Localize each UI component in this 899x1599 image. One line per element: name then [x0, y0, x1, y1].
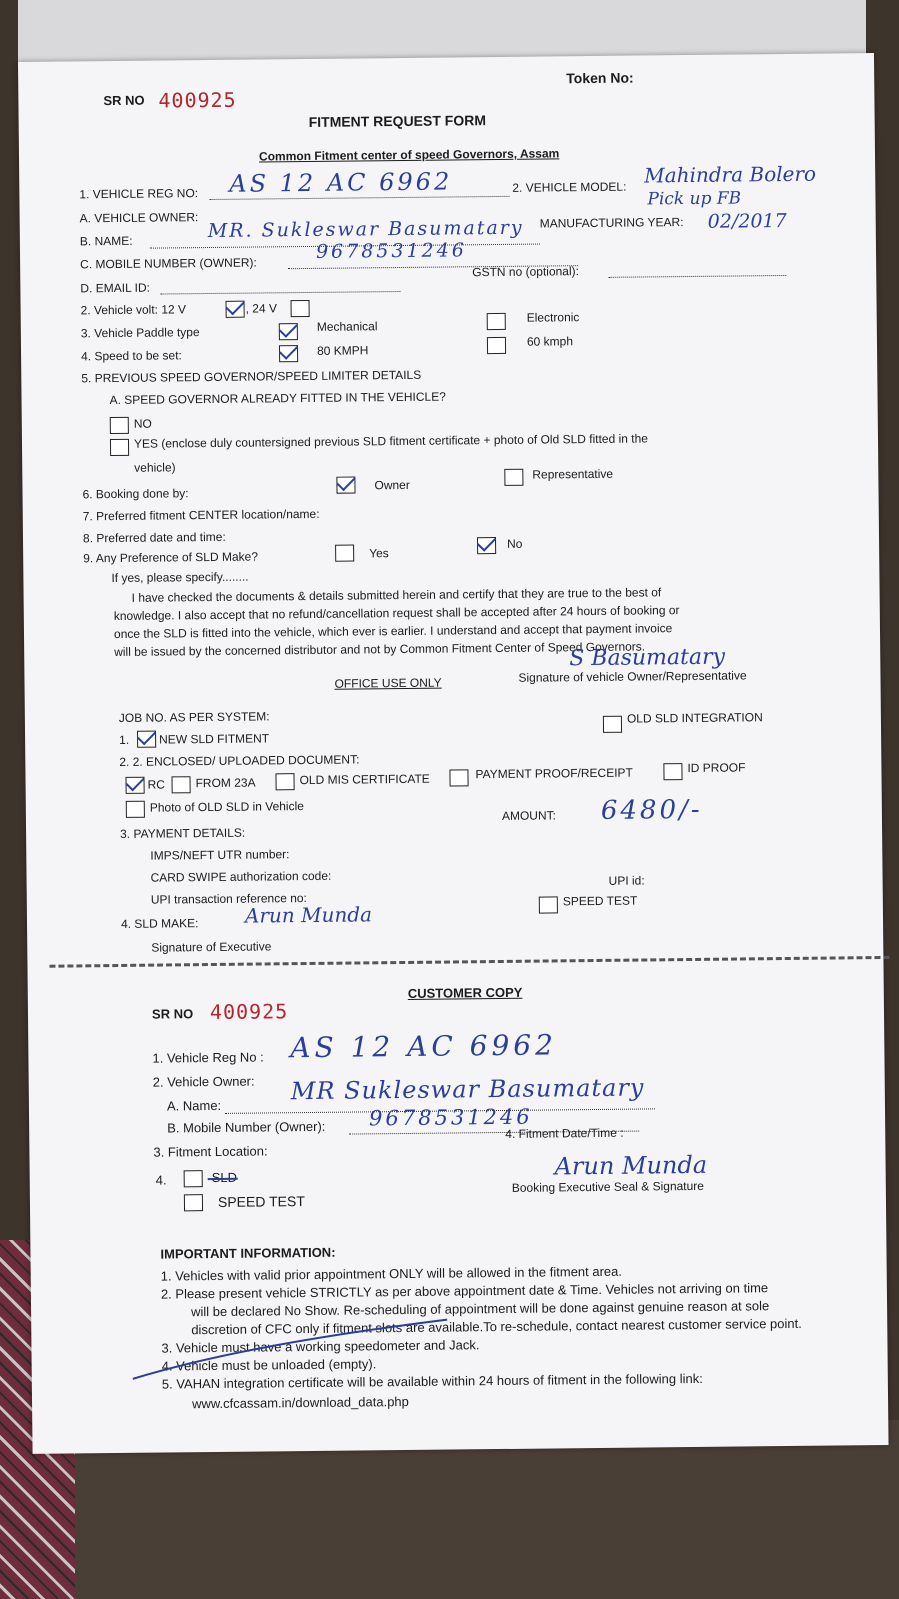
payment-details-label: 3. PAYMENT DETAILS: [120, 825, 246, 841]
mobile-value: 9678531246 [315, 239, 468, 263]
amount-value: 6480/- [600, 794, 703, 826]
paddle-electronic-checkbox[interactable] [487, 313, 506, 330]
new-sld-label: NEW SLD FITMENT [159, 731, 270, 747]
amount-label: AMOUNT: [501, 808, 556, 823]
speed-60-checkbox[interactable] [487, 337, 506, 354]
speed-test-office-checkbox[interactable] [539, 896, 558, 913]
customer-reg-value: AS 12 AC 6962 [290, 1028, 558, 1065]
prev-no-checkbox[interactable] [110, 417, 129, 434]
email-line [160, 290, 400, 295]
declaration-3: once the SLD is fitted into the vehicle, which ever is earlier. I understand and accept that payment invoice [113, 621, 673, 642]
payment-proof-label: PAYMENT PROOF/RECEIPT [475, 765, 633, 782]
customer-copy-title: CUSTOMER COPY [407, 984, 523, 1001]
customer-speed-test-checkbox[interactable] [184, 1194, 203, 1211]
old-mis-checkbox[interactable] [275, 773, 294, 790]
important-item-1: 1. Vehicles with valid prior appointment ONLY will be allowed in the fitment area. [160, 1263, 623, 1284]
important-item-4: 4. Vehicle must be unloaded (empty). [161, 1356, 377, 1374]
declaration-4: will be issued by the concerned distributor and not by Common Fitment Center of Speed Governors. [114, 639, 646, 660]
speed-label: 4. Speed to be set: [81, 348, 182, 364]
enclosed-label: 2. 2. ENCLOSED/ UPLOADED DOCUMENT: [119, 752, 360, 769]
id-proof-checkbox[interactable] [663, 763, 682, 780]
photo-old-label: Photo of OLD SLD in Vehicle [149, 799, 304, 815]
important-item-2: 2. Please present vehicle STRICTLY as per above appointment date & Time. Vehicles not arriving on time [160, 1280, 769, 1302]
important-item-2c: discretion of CFC only if fitment slots are available.To re-schedule, contact nearest customer service point. [191, 1315, 802, 1338]
customer-mobile-label: B. Mobile Number (Owner): [167, 1118, 326, 1136]
customer-sld-checkbox[interactable] [184, 1170, 203, 1187]
speed-60-label: 60 kmph [526, 334, 574, 349]
important-item-3: 3. Vehicle must have a working speedometer and Jack. [161, 1337, 480, 1356]
prev-yes-label: YES (enclose duly countersigned previous SLD fitment certificate + photo of Old SLD fitted in the [133, 431, 649, 451]
booking-exec-label: Booking Executive Seal & Signature [511, 1178, 705, 1195]
declaration-1: I have checked the documents & details submitted herein and certify that they are true to the best of [131, 585, 662, 605]
speed-test-office-label: SPEED TEST [562, 893, 638, 909]
customer-item4: 4. [155, 1172, 167, 1188]
card-swipe-label: CARD SWIPE authorization code: [150, 868, 332, 885]
name-label: B. NAME: [79, 233, 133, 249]
old-sld-checkbox[interactable] [603, 716, 622, 733]
booking-exec-signature: Arun Munda [554, 1150, 708, 1181]
name-value: MR. Sukleswar Basumatary [207, 216, 524, 243]
mobile-label: C. MOBILE NUMBER (OWNER): [80, 255, 257, 272]
important-item-2b: will be declared No Show. Re-scheduling of appointment will be done against genuine reason at sole [191, 1298, 770, 1320]
sld-make-label: 4. SLD MAKE: [120, 916, 199, 931]
office-use-label: OFFICE USE ONLY [334, 675, 442, 691]
volt-label: 2. Vehicle volt: 12 V [80, 302, 187, 318]
paddle-label: 3. Vehicle Paddle type [80, 325, 200, 341]
owner-signature-label: Signature of vehicle Owner/Representative [518, 668, 747, 685]
customer-mobile-value: 9678531246 [368, 1104, 533, 1131]
paddle-mechanical-label: Mechanical [316, 319, 378, 334]
speed-80-label: 80 KMPH [316, 343, 369, 358]
mfg-year-value: 02/2017 [707, 209, 787, 233]
executive-sig-label: Signature of Executive [151, 939, 272, 955]
prev-sld-question: A. SPEED GOVERNOR ALREADY FITTED IN THE VEHICLE? [109, 389, 446, 408]
token-label: Token No: [566, 69, 634, 87]
prev-sld-label: 5. PREVIOUS SPEED GOVERNOR/SPEED LIMITER DETAILS [81, 367, 422, 386]
job-no-label: JOB NO. AS PER SYSTEM: [118, 709, 270, 725]
sld-yes-label: Yes [369, 546, 389, 561]
form-subtitle: Common Fitment center of speed Governors, Assam [258, 146, 560, 164]
payment-proof-checkbox[interactable] [449, 769, 468, 786]
fitment-location-label: 3. Fitment Location: [153, 1143, 268, 1160]
mfg-year-label: MANUFACTURING YEAR: [539, 215, 684, 231]
booking-owner-label: Owner [374, 477, 410, 493]
declaration-2: knowledge. I also accept that no refund/cancellation request shall be accepted after 24 hours of booking or [113, 603, 680, 624]
upi-id-label: UPI id: [608, 873, 645, 888]
important-title: IMPORTANT INFORMATION: [160, 1244, 336, 1262]
vehicle-model-label: 2. VEHICLE MODEL: [512, 179, 627, 195]
prev-yes-checkbox[interactable] [110, 439, 129, 456]
email-label: D. EMAIL ID: [80, 280, 151, 296]
prev-yes-label-2: vehicle) [134, 460, 176, 475]
prev-no-label: NO [133, 416, 152, 431]
owner-signature: S Basumatary [569, 644, 726, 672]
booking-label: 6. Booking done by: [82, 486, 189, 502]
form-title: FITMENT REQUEST FORM [308, 112, 487, 130]
fitment-form-sheet [18, 53, 889, 1454]
vehicle-reg-label: 1. VEHICLE REG NO: [79, 186, 199, 202]
paddle-electronic-label: Electronic [526, 310, 580, 325]
old-mis-label: OLD MIS CERTIFICATE [299, 771, 430, 788]
customer-name-label: A. Name: [166, 1097, 222, 1114]
specify-text: If yes, please specify........ [111, 569, 249, 586]
booking-rep-checkbox[interactable] [504, 469, 523, 486]
important-item-5: 5. VAHAN integration certificate will be available within 24 hours of fitment in the following link: [161, 1370, 703, 1392]
preferred-center: 7. Preferred fitment CENTER location/name: [82, 506, 320, 524]
preferred-date: 8. Preferred date and time: [82, 529, 226, 546]
owner-label: A. VEHICLE OWNER: [79, 210, 199, 226]
customer-sr-number: 400925 [209, 999, 289, 1025]
vehicle-reg-value: AS 12 AC 6962 [229, 167, 453, 198]
sld-strike [208, 1178, 238, 1180]
photo-old-checkbox[interactable] [126, 801, 145, 818]
id-proof-label: ID PROOF [687, 760, 746, 776]
sld-no-label: No [506, 536, 523, 551]
customer-speed-test-label: SPEED TEST [217, 1193, 305, 1210]
customer-sr-label: SR NO [151, 1006, 194, 1022]
vehicle-model-value2: Pick up FB [647, 188, 742, 210]
sld-make-pref: 9. Any Preference of SLD Make? [83, 549, 259, 566]
pen-stroke [127, 1313, 458, 1386]
customer-owner-label: 2. Vehicle Owner: [152, 1073, 255, 1090]
old-sld-label: OLD SLD INTEGRATION [626, 710, 763, 726]
important-link[interactable]: www.cfcassam.in/download_data.php [191, 1393, 409, 1412]
form23a-label: FROM 23A [195, 775, 256, 791]
sld-yes-checkbox[interactable] [335, 545, 354, 562]
sr-label: SR NO [103, 92, 145, 109]
volt-24-label: , 24 V [245, 301, 278, 316]
volt-24-checkbox[interactable] [291, 300, 310, 317]
sr-number: 400925 [158, 87, 237, 113]
gstn-label: GSTN no (optional): [472, 264, 580, 280]
executive-signature: Arun Munda [244, 902, 373, 928]
gstn-line [608, 274, 786, 278]
tear-line [49, 956, 889, 968]
fitment-date-label: 4. Fitment Date/Time : [505, 1125, 624, 1141]
customer-sld-label: SLD [211, 1169, 238, 1186]
form23a-checkbox[interactable] [171, 776, 190, 793]
customer-name-value: MR Sukleswar Basumatary [290, 1073, 645, 1106]
upi-ref-label: UPI transaction reference no: [150, 891, 307, 907]
imps-label: IMPS/NEFT UTR number: [150, 847, 290, 863]
rc-label: RC [147, 777, 165, 792]
vehicle-model-value: Mahindra Bolero [644, 161, 817, 188]
booking-rep-label: Representative [532, 466, 614, 482]
new-sld-index: 1. [119, 732, 130, 747]
customer-reg-label: 1. Vehicle Reg No : [152, 1049, 264, 1066]
